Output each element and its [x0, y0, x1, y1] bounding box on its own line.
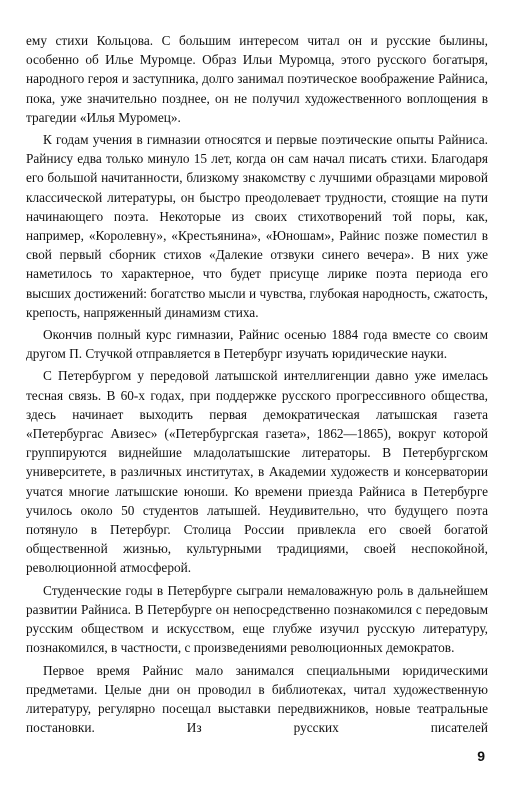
paragraph: Первое время Райнис мало занимался специальными юридическими предметами. Целые дни он проводил в библиотеках, читал художественную литературу, регулярно посещал выставки передвижников, новые театральные постановки. Из русских писателей [26, 662, 488, 736]
paragraph: Окончив полный курс гимназии, Райнис осенью 1884 года вместе со своим другом П. Стучкой отправляется в Петербург изучать юридические науки. [26, 327, 488, 362]
paragraph: С Петербургом у передовой латышской интеллигенции давно уже имелась тесная связь. В 60-х годах, при поддержке русского прогрессивного общества, здесь начинает выходить первая демократическая латышская газета «Петербургас Авизес» («Петербургская газета», 1862—1865), вокруг которой группируются виднейшие младолатышские литераторы. В Петербургском университете, в различных институтах, в Академии художеств и консерватории учатся многие латышские юноши. Ко времени приезда Райниса в Петербурге училось около 50 студентов латышей. Неудивительно, что будущего поэта потянуло в Петербург. Столица России привлекла его своей богатой общественной жизнью, культурными традициями, своей неспокойной, революционной атмосферой. [26, 368, 488, 576]
page-number: 9 [477, 748, 485, 764]
paragraph: К годам учения в гимназии относятся и первые поэтические опыты Райниса. Райнису едва только минуло 15 лет, когда он сам начал писать стихи. Благодаря его большой начитанности, близкому знакомству с лучшими образцами мировой классической литературы, он быстро преодолевает трудности, стоящие на пути начинающего поэта. Некоторые из своих стихотворений той поры, как, например, «Королевну», «Крестьянина», «Юношам», Райнис позже поместил в свой первый сборник стихов «Далекие отзвуки синего вечера». В них уже наметилось то характерное, что будет присуще лирике поэта периода его высших достижений: богатство мысли и чувства, глубокая народность, сжатость, крепость, напряженный динамизм стиха. [26, 132, 488, 320]
paragraph: ему стихи Кольцова. С большим интересом читал он и русские былины, особенно об Илье Муромце. Образ Ильи Муромца, этого русского богатыря, народного героя и заступника, долго занимал поэтическое воображение Райниса, пока, уже значительно позднее, он не получил художественного воплощения в трагедии «Илья Муромец». [26, 33, 488, 125]
body-text [26, 31, 488, 740]
paragraph: Студенческие годы в Петербурге сыграли немаловажную роль в дальнейшем развитии Райниса. В Петербурге он непосредственно познакомился с передовым русским обществом и искусством, еще глубже изучил русскую литературу, познакомился, в частности, с произведениями революционных демократов. [26, 582, 488, 656]
